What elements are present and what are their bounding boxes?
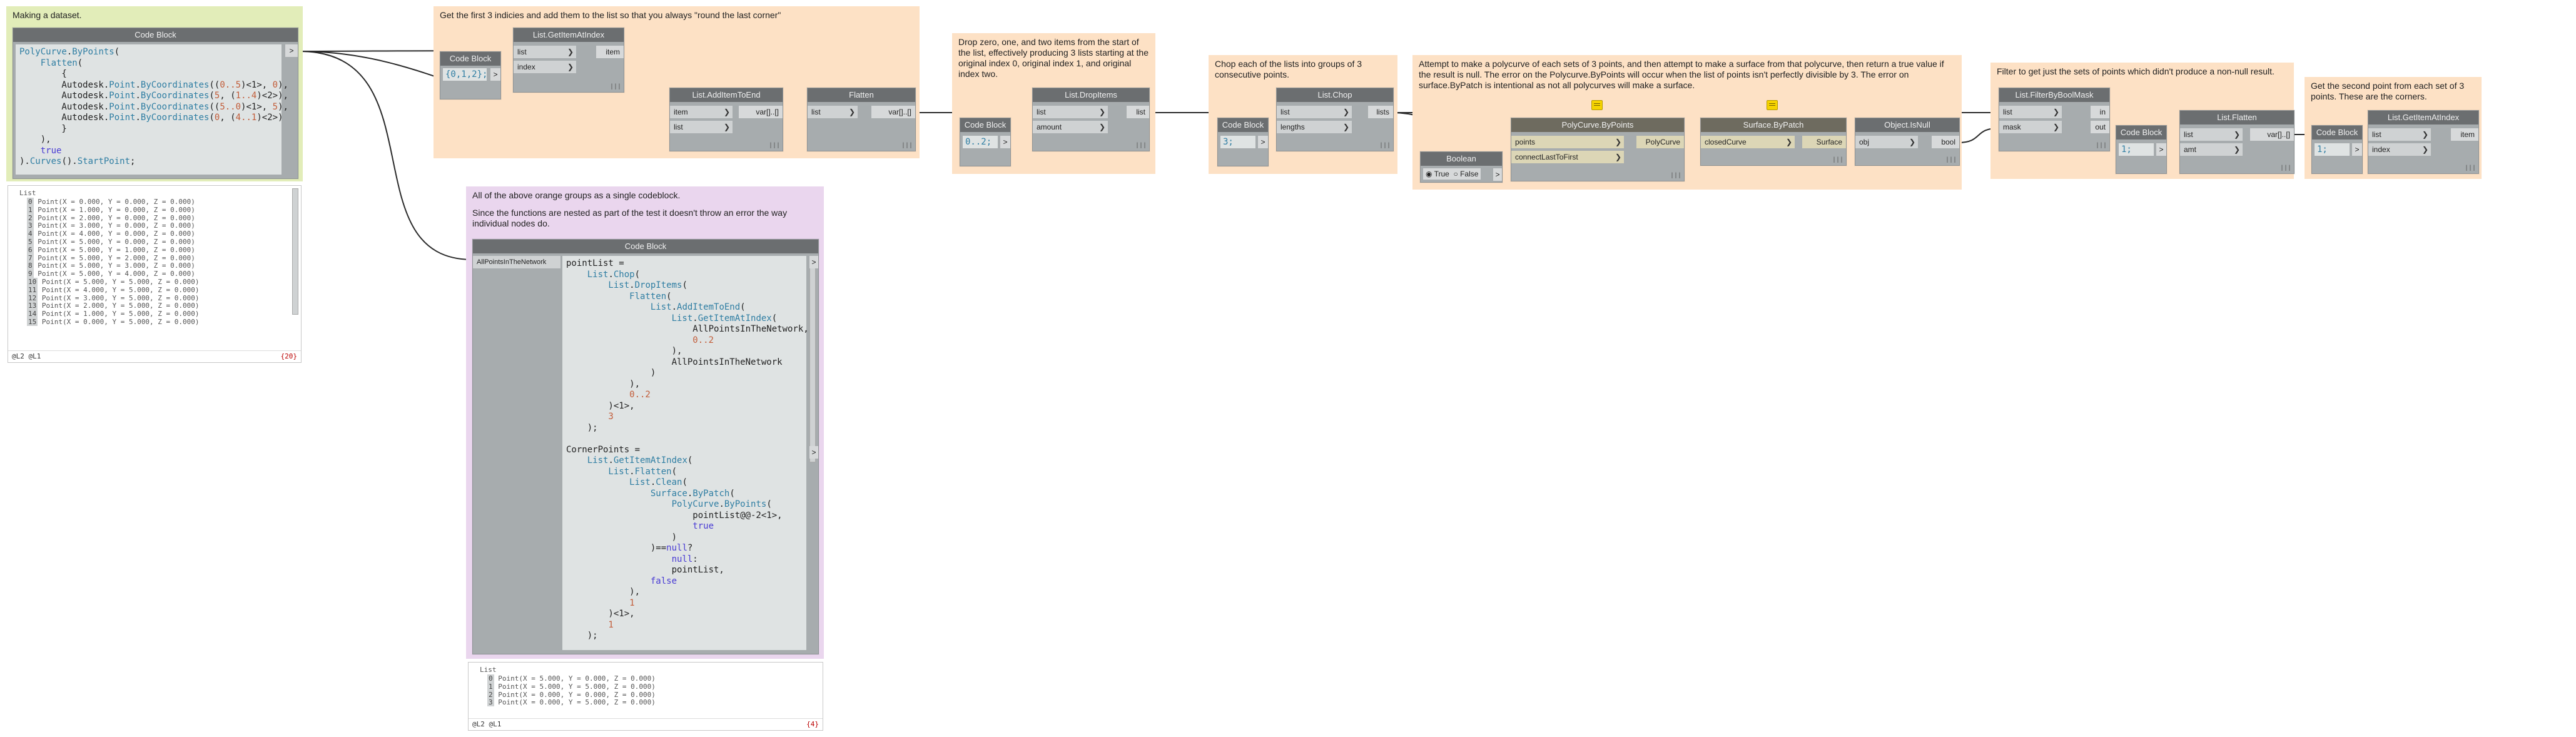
- node-title[interactable]: List.GetItemAtIndex: [514, 28, 624, 42]
- output-port[interactable]: PolyCurve: [1636, 136, 1684, 148]
- input-port-list[interactable]: list ❯: [1033, 106, 1108, 118]
- node-title[interactable]: PolyCurve.ByPoints: [1511, 118, 1684, 132]
- chevron-right-icon: ❯: [723, 123, 730, 131]
- group-title: Get the first 3 indicies and add them to the list so that you always "round the last corner": [440, 10, 781, 20]
- preview-scrollbar[interactable]: [292, 188, 298, 315]
- input-port-index[interactable]: index ❯: [514, 61, 576, 73]
- code-line: false: [566, 576, 677, 586]
- preview-item: 0 Point(X = 0.000, Y = 0.000, Z = 0.000): [28, 198, 195, 206]
- output-port-corner-points[interactable]: >: [809, 446, 818, 459]
- code-line: List.GetItemAtIndex(: [566, 313, 778, 323]
- input-port-list[interactable]: list ❯: [2368, 128, 2431, 141]
- lacing-levels: @L2 @L1: [472, 720, 502, 728]
- code-line: 1: [566, 619, 614, 630]
- code-line: );: [566, 422, 598, 433]
- lacing-indicator[interactable]: |||: [1945, 157, 1957, 164]
- chevron-right-icon: ❯: [2052, 123, 2059, 131]
- chevron-right-icon: ❯: [1615, 138, 1621, 146]
- object-is-null-node[interactable]: [1855, 118, 1960, 166]
- code-line: Autodesk.Point.ByCoordinates((5..0)<1>, 5),: [19, 101, 288, 112]
- big-preview-bubble[interactable]: [468, 662, 823, 731]
- input-port-amt[interactable]: amt ❯: [2180, 143, 2243, 156]
- code-line: Flatten(: [19, 58, 83, 68]
- code-line: [566, 434, 803, 445]
- preview-item: 12 Point(X = 3.000, Y = 5.000, Z = 0.000): [28, 293, 200, 302]
- code-line: ),: [566, 346, 682, 356]
- chevron-right-icon: ❯: [1909, 138, 1915, 146]
- code-scrollbar[interactable]: [809, 257, 816, 462]
- input-port-list[interactable]: list ❯: [1277, 106, 1352, 118]
- node-title[interactable]: Surface.ByPatch: [1701, 118, 1846, 132]
- radio-true[interactable]: ◉ True: [1426, 170, 1449, 178]
- code-line: List.Flatten(: [566, 466, 677, 477]
- group-title: Chop each of the lists into groups of 3 consecutive points.: [1215, 59, 1362, 79]
- boolean-node[interactable]: [1420, 151, 1503, 183]
- preview-item: 11 Point(X = 4.000, Y = 5.000, Z = 0.000): [28, 285, 200, 294]
- code-line: )<1>,: [566, 609, 635, 619]
- group-title: Making a dataset.: [13, 10, 82, 20]
- code-line: ),: [566, 379, 641, 389]
- lacing-indicator[interactable]: |||: [1670, 173, 1681, 180]
- chevron-right-icon: ❯: [567, 63, 574, 71]
- chevron-right-icon: ❯: [567, 48, 574, 56]
- lacing-indicator[interactable]: |||: [768, 143, 780, 150]
- code-line: {: [19, 69, 67, 79]
- code-block-indices[interactable]: [440, 51, 501, 99]
- output-port-item[interactable]: item: [596, 46, 624, 58]
- main-preview-bubble[interactable]: [8, 185, 302, 363]
- output-port[interactable]: bool: [1932, 136, 1959, 148]
- code-line: Surface.ByPatch(: [566, 488, 735, 499]
- code-line: 0..2: [566, 335, 714, 345]
- code-line: 0..2: [566, 390, 651, 400]
- lacing-indicator[interactable]: |||: [2279, 165, 2291, 172]
- chevron-right-icon: ❯: [723, 108, 730, 116]
- list-chop-node[interactable]: [1276, 88, 1394, 151]
- preview-item: 0 Point(X = 5.000, Y = 0.000, Z = 0.000): [489, 674, 656, 683]
- code-line: ): [566, 368, 656, 378]
- chevron-right-icon: ❯: [2421, 145, 2428, 154]
- node-title[interactable]: List.AddItemToEnd: [670, 88, 783, 102]
- node-title[interactable]: Code Block: [960, 118, 1010, 132]
- radio-false[interactable]: ○ False: [1453, 170, 1479, 178]
- list-get-item-at-index-second-node[interactable]: [2368, 110, 2479, 174]
- code-line: List.Clean(: [566, 477, 687, 487]
- preview-item: 2 Point(X = 2.000, Y = 0.000, Z = 0.000): [28, 213, 195, 222]
- list-filter-by-bool-mask-node[interactable]: [1999, 88, 2110, 151]
- output-port[interactable]: list: [1127, 106, 1149, 118]
- code-line: CornerPoints =: [566, 444, 641, 455]
- preview-item: 1 Point(X = 1.000, Y = 0.000, Z = 0.000): [28, 205, 195, 214]
- code-editor[interactable]: 3;: [1220, 136, 1255, 148]
- code-editor[interactable]: {0,1,2};: [443, 68, 487, 81]
- chevron-right-icon: ❯: [1342, 108, 1349, 116]
- node-title[interactable]: Code Block: [2312, 126, 2362, 140]
- group-title: All of the above orange groups as a single codeblock.: [472, 190, 681, 200]
- code-line: List.AddItemToEnd(: [566, 302, 746, 312]
- output-port[interactable]: >: [1000, 136, 1010, 148]
- preview-item: 4 Point(X = 4.000, Y = 0.000, Z = 0.000): [28, 230, 195, 238]
- output-port-item[interactable]: item: [2451, 128, 2478, 141]
- code-line: Autodesk.Point.ByCoordinates(5, (1..4)<2>),: [19, 91, 288, 101]
- chevron-right-icon: ❯: [2233, 130, 2240, 139]
- chevron-right-icon: ❯: [1615, 153, 1621, 161]
- output-port[interactable]: >: [1258, 136, 1268, 148]
- preview-item: 2 Point(X = 0.000, Y = 0.000, Z = 0.000): [489, 690, 656, 699]
- chevron-right-icon: ❯: [1098, 123, 1105, 131]
- preview-header: List: [480, 666, 497, 674]
- preview-footer: [469, 718, 823, 730]
- chevron-right-icon: ❯: [1098, 108, 1105, 116]
- code-line: );: [566, 631, 598, 641]
- code-editor[interactable]: 1;: [2119, 143, 2154, 156]
- node-title[interactable]: Code Block: [2116, 126, 2166, 140]
- output-port-in[interactable]: in: [2091, 106, 2109, 118]
- warning-note-icon[interactable]: [1767, 100, 1778, 110]
- code-line: ).Curves().StartPoint;: [19, 156, 136, 166]
- input-port-item[interactable]: item ❯: [670, 106, 733, 118]
- code-block-second-index[interactable]: [2311, 125, 2363, 174]
- code-line: true: [19, 145, 62, 156]
- preview-item: 1 Point(X = 5.000, Y = 5.000, Z = 0.000): [489, 682, 656, 691]
- code-block-chop-length[interactable]: [1217, 118, 1269, 166]
- code-block-drop-range[interactable]: [960, 118, 1011, 166]
- node-title[interactable]: List.FilterByBoolMask: [1999, 88, 2109, 102]
- node-title[interactable]: List.DropItems: [1033, 88, 1149, 102]
- node-title[interactable]: Code Block: [1218, 118, 1268, 132]
- chevron-right-icon: ❯: [2421, 130, 2428, 139]
- flatten-node[interactable]: [807, 88, 916, 151]
- chevron-right-icon: ❯: [1342, 123, 1349, 131]
- output-port[interactable]: >: [1493, 168, 1502, 181]
- chevron-right-icon: ❯: [2052, 108, 2059, 116]
- group-title: Attempt to make a polycurve of each sets of 3 points, and then attempt to make a surface from that polycurve, then return a true value if the result is null. The error on the Polycurve.ByPoints will occur when the list of points isn't perfectly divisible by 3. The error on surface.ByPatch is intentional as not all polycurves will make a surface.: [1419, 59, 1944, 90]
- group-title: Drop zero, one, and two items from the start of the list, effectively producing 3 lists starting at the original index 0, original index 1, and original index two.: [958, 37, 1149, 79]
- chevron-right-icon: ❯: [1785, 138, 1792, 146]
- code-line: List.DropItems(: [566, 280, 687, 290]
- code-line: ): [566, 532, 677, 542]
- list-get-item-at-index-node[interactable]: [513, 28, 624, 93]
- input-port-obj[interactable]: obj ❯: [1855, 136, 1918, 148]
- node-title[interactable]: List.GetItemAtIndex: [2368, 111, 2478, 125]
- code-line: pointList@@-2<1>,: [566, 510, 783, 521]
- input-port-connect-last-to-first[interactable]: connectLastToFirst ❯: [1511, 151, 1624, 163]
- warning-note-icon[interactable]: [1591, 100, 1603, 110]
- input-port-list[interactable]: list ❯: [2180, 128, 2243, 141]
- node-title[interactable]: Boolean: [1421, 152, 1502, 166]
- code-line: Autodesk.Point.ByCoordinates(0, (4..1)<2>): [19, 113, 283, 123]
- input-port-amount[interactable]: amount ❯: [1033, 121, 1108, 133]
- preview-item: 5 Point(X = 5.000, Y = 0.000, Z = 0.000): [28, 238, 195, 246]
- preview-item: 7 Point(X = 5.000, Y = 2.000, Z = 0.000): [28, 253, 195, 262]
- main-code-block-node[interactable]: [13, 28, 298, 179]
- code-line: ),: [566, 587, 641, 597]
- output-port[interactable]: var[]..[]: [2250, 128, 2294, 141]
- input-port-points[interactable]: points ❯: [1511, 136, 1624, 148]
- lacing-indicator[interactable]: |||: [1379, 143, 1391, 150]
- node-title[interactable]: List.Flatten: [2180, 111, 2294, 125]
- code-editor[interactable]: [16, 44, 288, 175]
- input-port-list[interactable]: list ❯: [514, 46, 576, 58]
- output-port[interactable]: >: [490, 68, 500, 81]
- code-line: Flatten(: [566, 291, 672, 302]
- node-title[interactable]: Flatten: [808, 88, 915, 102]
- lacing-indicator[interactable]: |||: [2095, 143, 2107, 150]
- lacing-indicator[interactable]: |||: [609, 84, 621, 91]
- input-port-list[interactable]: list ❯: [808, 106, 858, 118]
- output-port[interactable]: Surface: [1802, 136, 1846, 148]
- lacing-indicator[interactable]: |||: [2464, 165, 2476, 172]
- group-title: Get the second point from each set of 3 points. These are the corners.: [2311, 81, 2465, 101]
- list-drop-items-node[interactable]: [1032, 88, 1150, 151]
- preview-item: 8 Point(X = 5.000, Y = 3.000, Z = 0.000): [28, 262, 195, 270]
- output-port[interactable]: >: [285, 44, 298, 57]
- output-port[interactable]: lists: [1368, 106, 1393, 118]
- code-line: }: [19, 123, 67, 134]
- node-title[interactable]: Code Block: [13, 28, 298, 42]
- code-line: null:: [566, 554, 698, 564]
- code-editor[interactable]: 0..2;: [963, 136, 998, 148]
- surface-by-patch-node[interactable]: [1700, 118, 1847, 166]
- output-port[interactable]: >: [2352, 143, 2362, 156]
- node-title[interactable]: List.Chop: [1277, 88, 1393, 102]
- input-port-lengths[interactable]: lengths ❯: [1277, 121, 1352, 133]
- node-title[interactable]: Object.IsNull: [1855, 118, 1959, 132]
- preview-header: List: [19, 189, 36, 197]
- preview-item: 10 Point(X = 5.000, Y = 5.000, Z = 0.000): [28, 278, 200, 286]
- input-port-list[interactable]: list ❯: [1999, 106, 2062, 118]
- preview-item: 3 Point(X = 3.000, Y = 0.000, Z = 0.000): [28, 221, 195, 230]
- preview-item: 3 Point(X = 0.000, Y = 5.000, Z = 0.000): [489, 698, 656, 707]
- output-port-point-list[interactable]: >: [809, 256, 818, 268]
- code-line: 3: [566, 412, 614, 422]
- chevron-right-icon: ❯: [2233, 145, 2240, 154]
- input-port-mask[interactable]: mask ❯: [1999, 121, 2062, 133]
- input-port-closed-curve[interactable]: closedCurve ❯: [1701, 136, 1795, 148]
- input-port-index[interactable]: index ❯: [2368, 143, 2431, 156]
- code-line: PolyCurve.ByPoints(: [19, 47, 120, 57]
- code-line: )==null?: [566, 543, 693, 553]
- code-line: PolyCurve.ByPoints(: [566, 499, 772, 509]
- preview-item: 15 Point(X = 0.000, Y = 5.000, Z = 0.000): [28, 318, 200, 326]
- code-line: Autodesk.Point.ByCoordinates((0..5)<1>, 0),: [19, 79, 288, 90]
- chevron-right-icon: ❯: [848, 108, 855, 116]
- lacing-indicator[interactable]: |||: [1832, 157, 1843, 164]
- lacing-levels: @L2 @L1: [12, 352, 41, 360]
- code-line: pointList =: [566, 258, 624, 268]
- code-line: true: [566, 521, 714, 531]
- output-port-out[interactable]: out: [2091, 121, 2109, 133]
- list-add-item-to-end-node[interactable]: [669, 88, 783, 151]
- code-line: )<1>,: [566, 400, 635, 411]
- input-port-all-points[interactable]: AllPointsInTheNetwork: [473, 256, 560, 268]
- preview-item: 6 Point(X = 5.000, Y = 1.000, Z = 0.000): [28, 245, 195, 254]
- preview-item: 9 Point(X = 5.000, Y = 4.000, Z = 0.000): [28, 270, 195, 278]
- lacing-indicator[interactable]: |||: [1135, 143, 1147, 150]
- code-line: pointList,: [566, 565, 724, 575]
- big-code-block-node[interactable]: [472, 239, 819, 654]
- boolean-toggle[interactable]: [1423, 168, 1481, 180]
- input-port-list[interactable]: list ❯: [670, 121, 733, 133]
- lacing-indicator[interactable]: |||: [901, 143, 913, 150]
- preview-footer: [8, 350, 301, 362]
- item-count: {20}: [280, 352, 297, 360]
- code-editor[interactable]: 1;: [2315, 143, 2350, 156]
- polycurve-by-points-node[interactable]: [1511, 118, 1685, 181]
- preview-item: 13 Point(X = 2.000, Y = 5.000, Z = 0.000): [28, 302, 200, 310]
- node-title[interactable]: Code Block: [440, 52, 500, 66]
- group-title: Filter to get just the sets of points which didn't produce a non-null result.: [1997, 66, 2274, 76]
- code-line: List.Chop(: [566, 269, 641, 280]
- list-flatten-node[interactable]: [2179, 110, 2295, 174]
- output-port[interactable]: var[]..[]: [739, 106, 783, 118]
- code-line: AllPointsInTheNetwork: [566, 357, 783, 367]
- item-count: {4}: [806, 720, 819, 728]
- code-line: List.GetItemAtIndex(: [566, 455, 693, 465]
- code-line: ),: [19, 135, 51, 145]
- output-port[interactable]: var[]..[]: [871, 106, 915, 118]
- node-title[interactable]: Code Block: [473, 240, 818, 253]
- code-editor[interactable]: [562, 256, 809, 650]
- group-subtitle: Since the functions are nested as part of the test it doesn't throw an error the way individual nodes do.: [472, 208, 788, 228]
- preview-item: 14 Point(X = 1.000, Y = 5.000, Z = 0.000): [28, 310, 200, 318]
- code-block-flatten-amt[interactable]: [2116, 125, 2167, 174]
- code-line: AllPointsInTheNetwork,: [566, 324, 809, 334]
- output-port[interactable]: >: [2156, 143, 2166, 156]
- code-line: 1: [566, 597, 635, 608]
